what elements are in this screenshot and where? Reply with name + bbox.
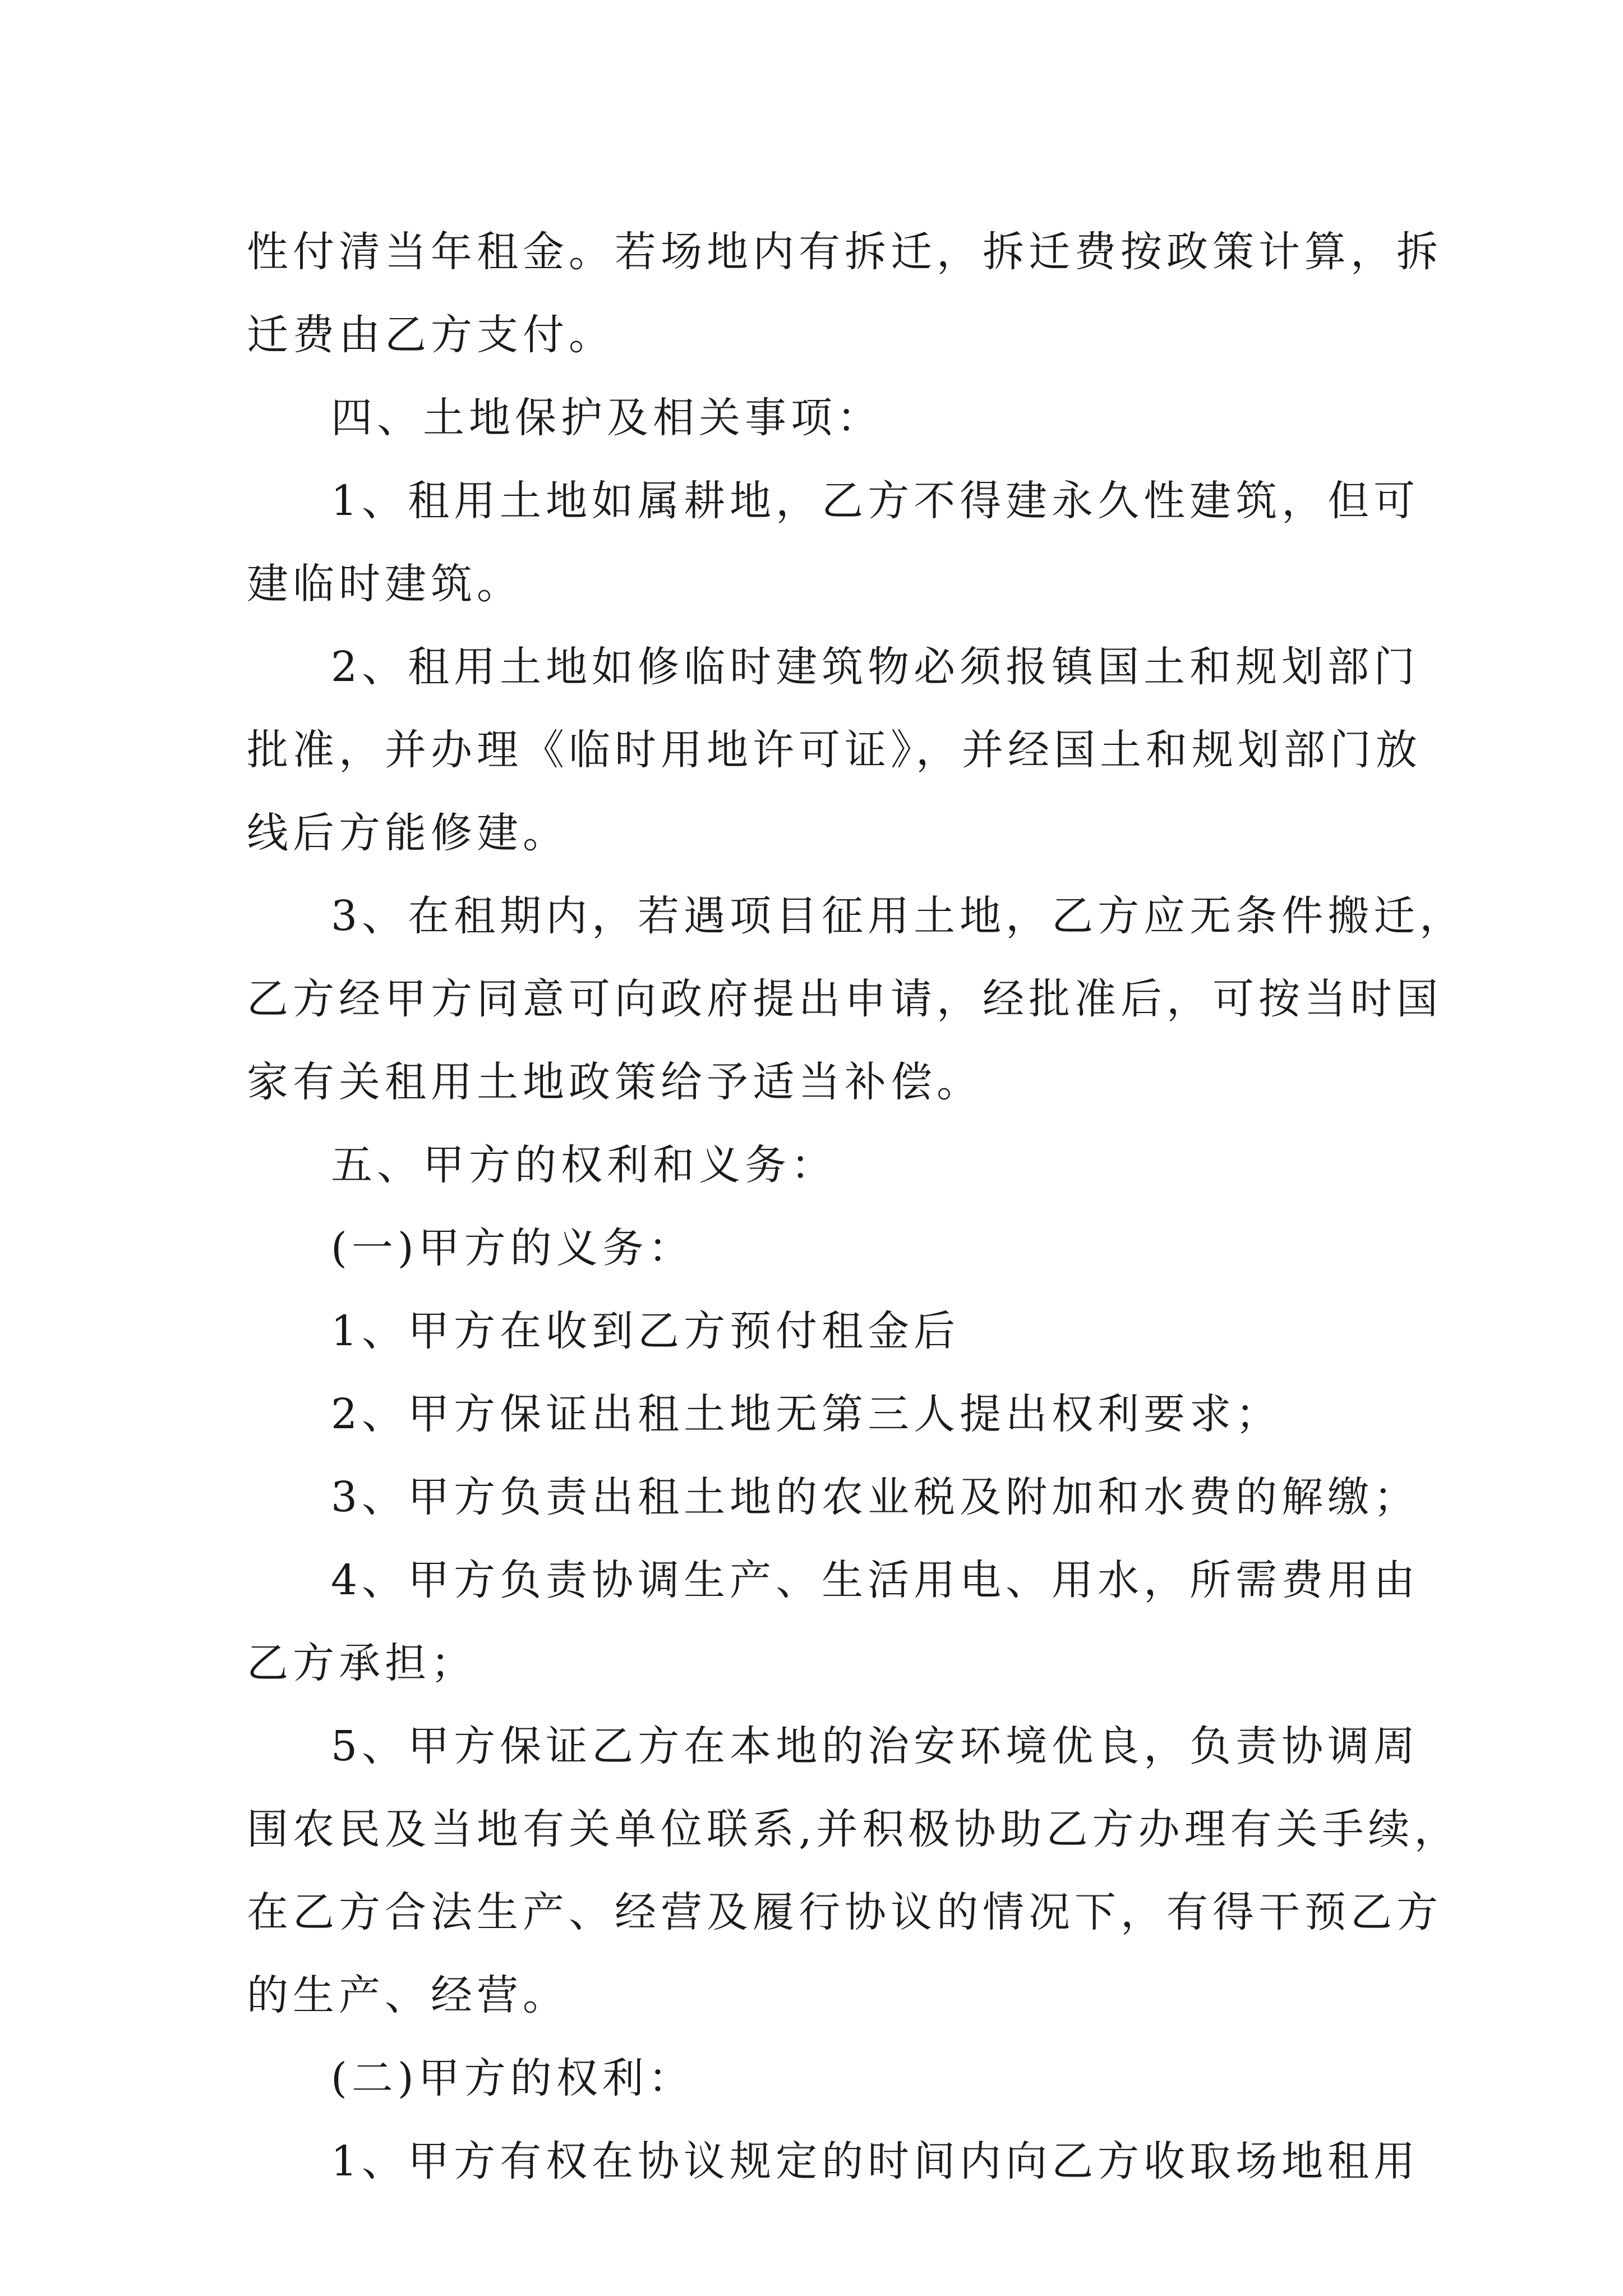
text-line: 4、甲方负责协调生产、生活用电、用水，所需费用由 bbox=[331, 1556, 1420, 1604]
text-line: 乙方经甲方同意可向政府提出申请，经批准后，可按当时国 bbox=[247, 975, 1442, 1023]
text-line: 1、甲方有权在协议规定的时间内向乙方收取场地租用 bbox=[331, 2137, 1420, 2185]
text-line: 的生产、经营。 bbox=[247, 1971, 569, 2019]
text-line: 性付清当年租金。若场地内有拆迁，拆迁费按政策计算，拆 bbox=[247, 228, 1442, 276]
section-heading: 五、甲方的权利和义务： bbox=[331, 1141, 837, 1189]
text-line: 乙方承担； bbox=[247, 1639, 477, 1687]
text-line: 迁费由乙方支付。 bbox=[247, 311, 615, 359]
text-line: 家有关租用土地政策给予适当补偿。 bbox=[247, 1058, 983, 1106]
document-page bbox=[247, 210, 1466, 2203]
text-line: 3、甲方负责出租土地的农业税及附加和水费的解缴； bbox=[331, 1473, 1420, 1521]
section-heading: 四、土地保护及相关事项： bbox=[331, 394, 883, 442]
subsection-heading: (二)甲方的权利： bbox=[331, 2054, 694, 2102]
text-line: 1、甲方在收到乙方预付租金后 bbox=[331, 1307, 960, 1355]
text-line: 5、甲方保证乙方在本地的治安环境优良，负责协调周 bbox=[331, 1722, 1420, 1770]
text-line: 围农民及当地有关单位联系,并积极协助乙方办理有关手续， bbox=[247, 1805, 1460, 1853]
text-line: 2、租用土地如修临时建筑物必须报镇国土和规划部门 bbox=[331, 643, 1420, 691]
subsection-heading: (一)甲方的义务： bbox=[331, 1224, 694, 1272]
text-line: 在乙方合法生产、经营及履行协议的情况下，有得干预乙方 bbox=[247, 1888, 1442, 1936]
text-line: 建临时建筑。 bbox=[247, 560, 523, 608]
text-line: 批准，并办理《临时用地许可证》，并经国土和规划部门放 bbox=[247, 726, 1422, 774]
text-line: 1、租用土地如属耕地，乙方不得建永久性建筑，但可 bbox=[331, 477, 1420, 525]
text-line: 2、甲方保证出租土地无第三人提出权利要求； bbox=[331, 1390, 1282, 1438]
text-line: 线后方能修建。 bbox=[247, 809, 569, 857]
text-line: 3、在租期内，若遇项目征用土地，乙方应无条件搬迁， bbox=[331, 892, 1466, 940]
